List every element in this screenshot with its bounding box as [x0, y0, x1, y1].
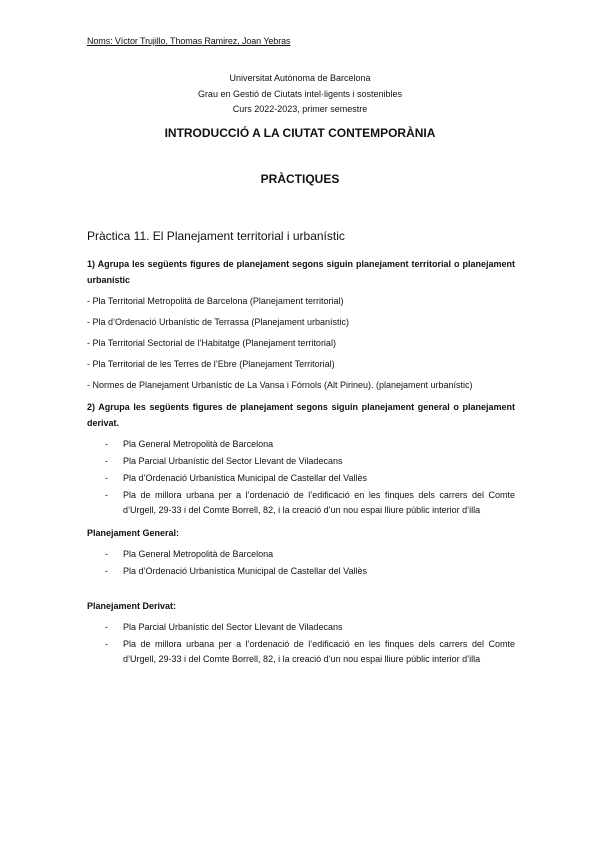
list-item: - Pla de millora urbana per a l’ordenació de l’edificació en les finques dels carrers del Comte d’Urgell, 29-33 i del Comte Borrell, 82, i la creació d’un nou espai lliure públic interior d’illa [105, 639, 515, 664]
derivat-list [87, 620, 515, 667]
authors-line: Noms: Víctor Trujillo, Thomas Ramirez, Joan Yebras [87, 36, 291, 46]
list-item: - Pla d’Ordenació Urbanística Municipal de Castellar del Vallès [105, 473, 367, 483]
answer-line: - Pla Territorial Metropolità de Barcelona (Planejament territorial) [87, 296, 344, 306]
course-info: Curs 2022-2023, primer semestre [232, 104, 368, 114]
section-title: Pràctica 11. El Planejament territorial i urbanístic [87, 229, 345, 243]
question-1: 1) Agrupa les següents figures de planejament segons siguin planejament territorial o planejament urbanístic [87, 259, 515, 285]
list-item: - Pla General Metropolità de Barcelona [105, 439, 274, 449]
answer-line: - Pla d’Ordenació Urbanístic de Terrassa (Planejament urbanístic) [87, 317, 349, 327]
degree-name: Grau en Gestió de Ciutats intel·ligents i sostenibles [197, 88, 403, 99]
university-name: Universitat Autònoma de Barcelona [229, 73, 371, 83]
question-2-list [87, 437, 515, 518]
list-item: - Pla d’Ordenació Urbanística Municipal de Castellar del Vallès [105, 566, 367, 576]
list-item: - Pla General Metropolità de Barcelona [105, 549, 274, 559]
document-subtitle: PRÀCTIQUES [260, 172, 340, 186]
list-item: - Pla Parcial Urbanístic del Sector Llevant de Viladecans [105, 622, 343, 632]
answer-line: - Pla Territorial de les Terres de l’Ebre (Planejament Territorial) [87, 359, 335, 369]
question-2: 2) Agrupa les següents figures de planejament segons siguin planejament general o planejament derivat. [87, 402, 515, 428]
document-header [0, 71, 600, 118]
document-body [87, 229, 515, 675]
list-item: - Pla de millora urbana per a l’ordenació de l’edificació en les finques dels carrers del Comte d’Urgell, 29-33 i del Comte Borrell, 82, i la creació d’un nou espai lliure públic interior d’illa [105, 490, 515, 515]
general-list [87, 547, 515, 579]
general-heading: Planejament General: [87, 528, 180, 538]
document-title: INTRODUCCIÓ A LA CIUTAT CONTEMPORÀNIA [164, 126, 436, 140]
answer-line: - Normes de Planejament Urbanístic de La Vansa i Fórnols (Alt Pirineu). (planejament urbanístic) [87, 380, 473, 390]
answer-line: - Pla Territorial Sectorial de l’Habitatge (Planejament territorial) [87, 338, 336, 348]
list-item: - Pla Parcial Urbanístic del Sector Llevant de Viladecans [105, 456, 343, 466]
derivat-heading: Planejament Derivat: [87, 601, 177, 611]
